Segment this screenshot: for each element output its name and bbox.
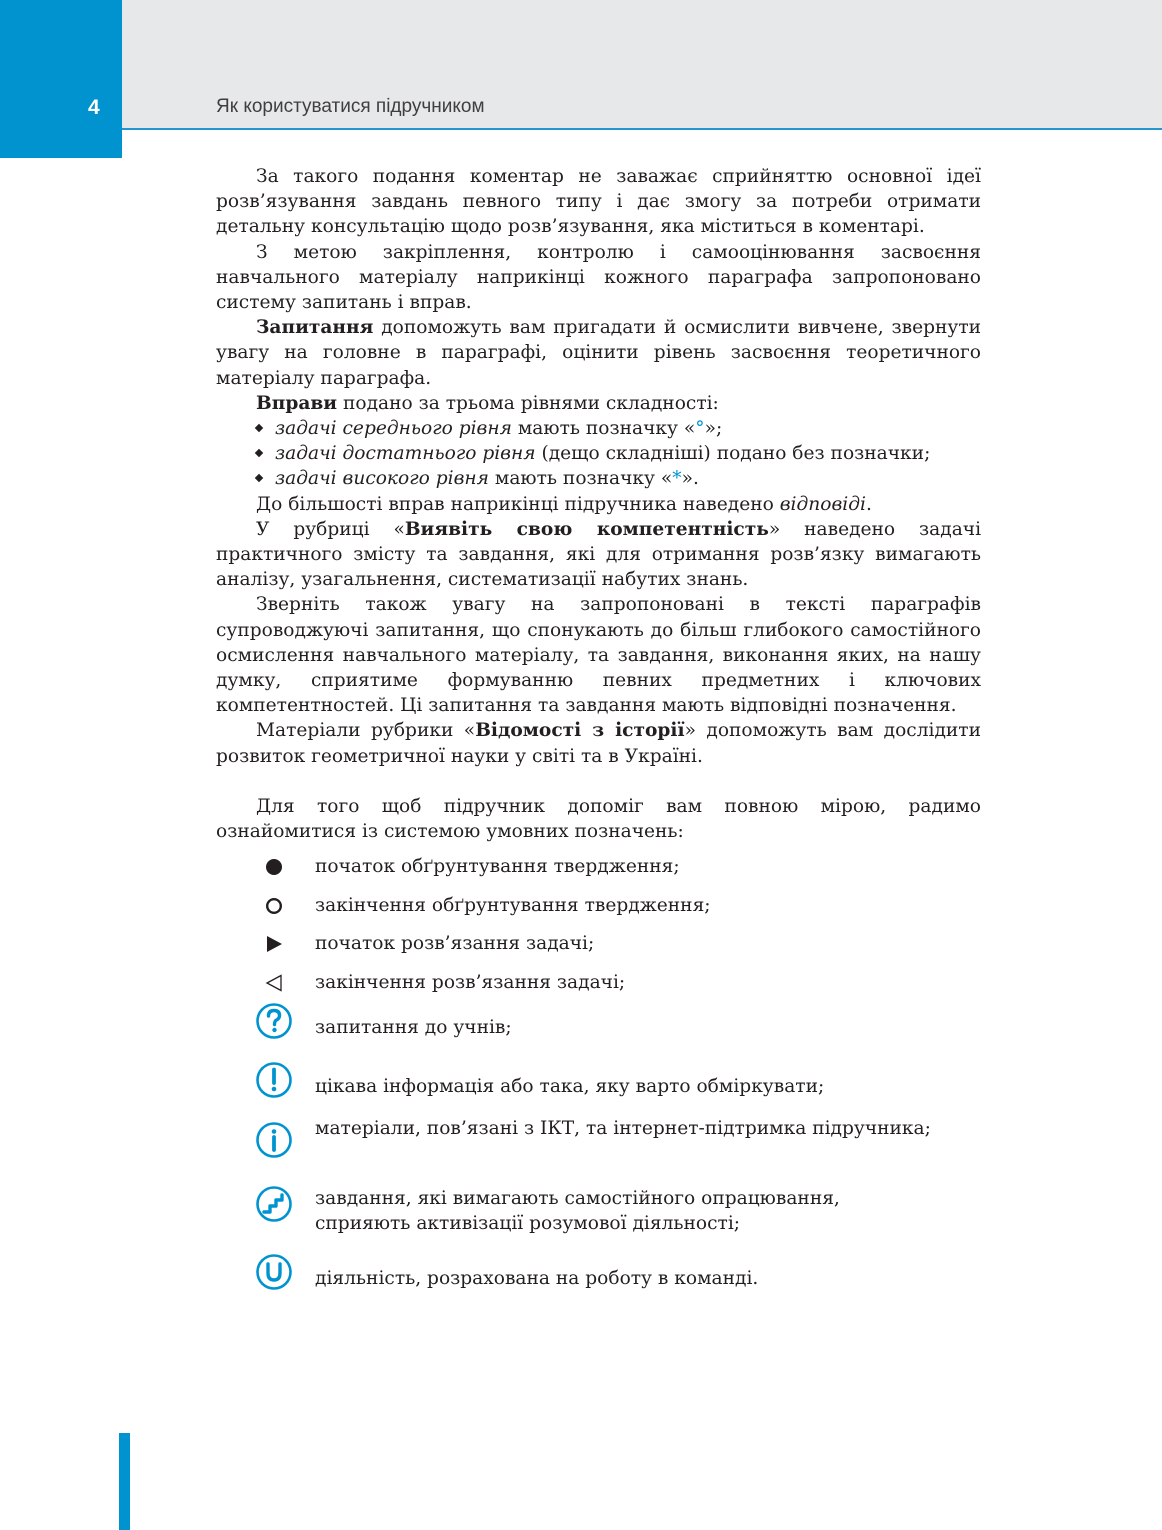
- questions-text: допоможуть вам пригадати й осмислити вивчене, звернути увагу на головне в параграфі, оцінити рівень засвоєння теоретичного матеріалу параграфа.: [216, 317, 981, 389]
- open-triangle-left-icon: [254, 969, 294, 996]
- competence-text: » наведено задачі практичного змісту та завдання, які для отримання розв’язку вимагають аналізу, узагальнення, систематизації набутих знань.: [216, 518, 982, 591]
- legend-text: матеріали, пов’язані з ІКТ, та інтернет-підтримка підручника;: [315, 1118, 931, 1140]
- diamond-bullet-icon: [255, 474, 263, 482]
- paragraph-history: [216, 718, 981, 768]
- stairs-icon: [254, 1184, 294, 1224]
- exclamation-icon: [254, 1060, 294, 1100]
- legend-text: закінчення розв’язання задачі;: [315, 972, 626, 994]
- bullet-text: мають позначку «: [511, 418, 696, 440]
- answers-term: відповіді: [779, 493, 866, 515]
- legend-text: початок обґрунтування твердження;: [315, 856, 680, 878]
- bullet-italic: задачі достатнього рівня: [275, 443, 536, 465]
- paragraph-competence: [216, 517, 981, 593]
- history-rubric: Відомості з історії: [475, 720, 685, 742]
- legend-text: запитання до учнів;: [315, 1017, 512, 1039]
- competence-rubric: Виявіть свою компетентність: [404, 518, 769, 540]
- bottom-accent-bar: [119, 1433, 130, 1530]
- running-header-title: Як користуватися підручником: [216, 96, 485, 117]
- questions-term: Запитання: [256, 317, 374, 339]
- legend-text: початок розв’язання задачі;: [315, 933, 595, 955]
- question-icon: [254, 1001, 294, 1041]
- bullet-end: »;: [704, 418, 723, 440]
- bullet-end: ».: [681, 468, 699, 490]
- paragraph-legend-intro: Для того щоб підручник допоміг вам повною мірою, радимо ознайомитися із системою умовних позначень:: [216, 795, 981, 843]
- history-text: » допоможуть вам дослідити розвиток геометричної науки у світі та в Україні.: [216, 720, 981, 767]
- legend-text: закінчення обґрунтування твердження;: [315, 895, 711, 917]
- filled-triangle-right-icon: [254, 930, 294, 957]
- info-icon: [254, 1120, 294, 1160]
- competence-start: У рубриці «: [256, 518, 405, 540]
- paragraph-exercises: [216, 391, 981, 416]
- bullet-italic: задачі середнього рівня: [275, 418, 512, 440]
- history-start: Матеріали рубрики «: [256, 720, 476, 742]
- answers-end: .: [865, 493, 872, 515]
- legend-text: діяльність, розрахована на роботу в команді.: [315, 1268, 759, 1290]
- paragraph-questions-system: З метою закріплення, контролю і самооцінювання засвоєння навчального матеріалу наприкінці кожного параграфа запропоновано систему запитань і вправ.: [216, 241, 981, 314]
- diamond-bullet-icon: [255, 449, 263, 457]
- bullet-item-high: [216, 466, 981, 491]
- legend-text: завдання, які вимагають самостійного опрацювання, сприяють активізації розумової діяльності;: [315, 1188, 840, 1235]
- paragraph-commentary: За такого подання коментар не заважає сприйняттю основної ідеї розв’язування завдань певного типу і дає змогу за потреби отримати детальну консультацію щодо розв’язування, яка міститься в коментарі.: [216, 166, 981, 238]
- exercises-text: подано за трьома рівнями складності:: [337, 392, 719, 414]
- page-number-tab: [0, 0, 122, 158]
- symbol-legend: [216, 854, 981, 1354]
- filled-circle-icon: [254, 853, 294, 880]
- legend-text: цікава інформація або така, яку варто обміркувати;: [315, 1076, 825, 1098]
- team-icon: [254, 1252, 294, 1292]
- page-content: [216, 164, 981, 1354]
- bullet-item-sufficient: [216, 441, 981, 466]
- medium-level-mark: °: [695, 418, 705, 440]
- bullet-italic: задачі високого рівня: [275, 468, 489, 490]
- paragraph-accompanying-questions: Зверніть також увагу на запропоновані в тексті параграфів супроводжуючі запитання, що спонукають до більш глибокого самостійного осмислення навчального матеріалу, та завдання, виконання яких, на нашу думку, сприятиме формуванню певних предметних і ключових компетентностей. Ці запитання та завдання мають відповідні позначення.: [216, 594, 981, 717]
- high-level-mark: *: [672, 468, 682, 490]
- page-number: 4: [88, 96, 100, 119]
- paragraph-questions: [216, 315, 981, 391]
- bullet-item-medium: [216, 416, 981, 441]
- answers-text: До більшості вправ наприкінці підручника наведено: [256, 493, 780, 515]
- paragraph-answers: [216, 492, 981, 517]
- bullet-text: (дещо складніші) подано без позначки;: [535, 443, 931, 465]
- diamond-bullet-icon: [255, 424, 263, 432]
- open-circle-icon: [254, 892, 294, 919]
- exercises-term: Вправи: [256, 392, 338, 414]
- bullet-text: мають позначку «: [488, 468, 673, 490]
